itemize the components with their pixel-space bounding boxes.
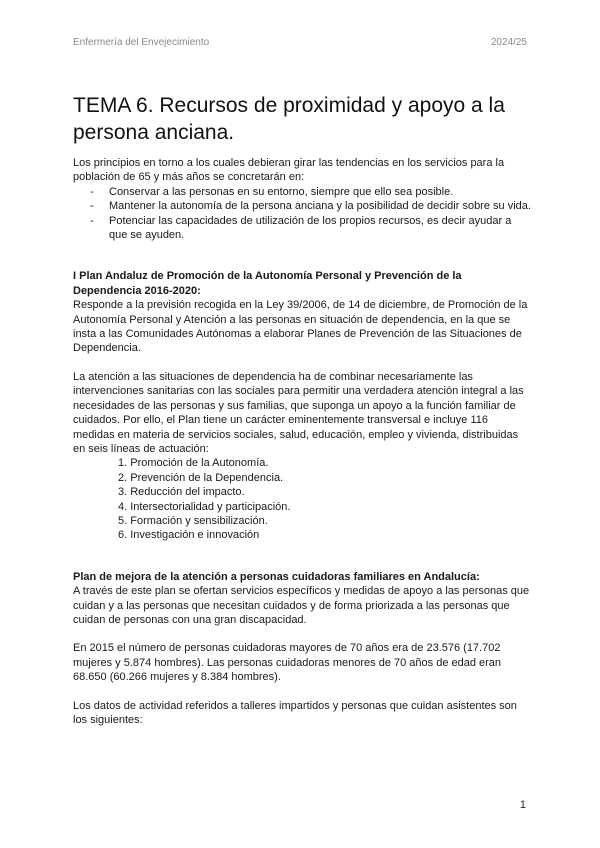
paragraph: En 2015 el número de personas cuidadoras mayores de 70 años era de 23.576 (17.702 mujeres y 5.874 hombres). Las personas cuidadoras menores de 70 años de edad eran 68.650 (60.266 mujeres y 8.384 hombres). (73, 642, 502, 684)
intro-paragraph: Los principios en torno a los cuales debieran girar las tendencias en los servicios para la población de 65 y más años se concretarán en: (73, 157, 505, 184)
list-item: 3. Reducción del impacto. (118, 486, 245, 499)
list-item: 4. Intersectorialidad y participación. (118, 500, 291, 513)
page-number: 1 (519, 799, 526, 811)
header-course: Enfermería del Envejecimiento (73, 37, 210, 48)
list-item: - Conservar a las personas en su entorno, siempre que ello sea posible. (73, 185, 531, 199)
section-title-plan-cuidadoras: Plan de mejora de la atención a personas cuidadoras familiares en Andalucía: (73, 570, 480, 583)
section-title-plan-andaluz: I Plan Andaluz de Promoción de la Autonomía Personal y Prevención de la Dependencia 2016-2020: (73, 270, 462, 297)
paragraph: A través de este plan se ofertan servicios específicos y medidas de apoyo a las personas que cuidan y a las personas que necesitan cuidados y de forma priorizada a las personas que cuidan de personas con una gran discapacidad. (73, 585, 530, 626)
action-lines-list (73, 456, 531, 542)
list-item: - Potenciar las capacidades de utilización de los propios recursos, es decir ayudar a que se ayuden. (73, 214, 531, 243)
list-item: 6. Investigación e innovación (118, 529, 260, 542)
principles-list (73, 185, 531, 243)
page-title: TEMA 6. Recursos de proximidad y apoyo a la persona anciana. (73, 94, 505, 144)
paragraph: Los datos de actividad referidos a talleres impartidos y personas que cuidan asistentes son los siguientes: (73, 699, 517, 726)
list-item: 2. Prevención de la Dependencia. (118, 471, 284, 484)
list-item: 5. Formación y sensibilización. (118, 514, 268, 527)
list-item: - Mantener la autonomía de la persona anciana y la posibilidad de decidir sobre su vida. (73, 199, 531, 213)
header-year: 2024/25 (490, 37, 527, 48)
paragraph: Responde a la previsión recogida en la Ley 39/2006, de 14 de diciembre, de Promoción de la Autonomía Personal y Atención a las personas en situación de dependencia, en la que se insta a las Comunidades Autónomas a elaborar Planes de Prevención de las Situaciones de Dependencia. (73, 299, 528, 355)
paragraph: La atención a las situaciones de dependencia ha de combinar necesariamente las intervenciones sanitarias con las sociales para permitir una verdadera atención integral a las necesidades de las personas y sus familias, que suponga un apoyo a la función familiar de cuidados. Por ello, el Plan tiene un carácter eminentemente transversal e incluye 116 medidas en materia de servicios sociales, salud, educación, empleo y vivienda, distribuidas en seis líneas de actuación: (73, 370, 524, 455)
page-content (73, 92, 531, 727)
list-item: 1. Promoción de la Autonomía. (118, 457, 269, 470)
